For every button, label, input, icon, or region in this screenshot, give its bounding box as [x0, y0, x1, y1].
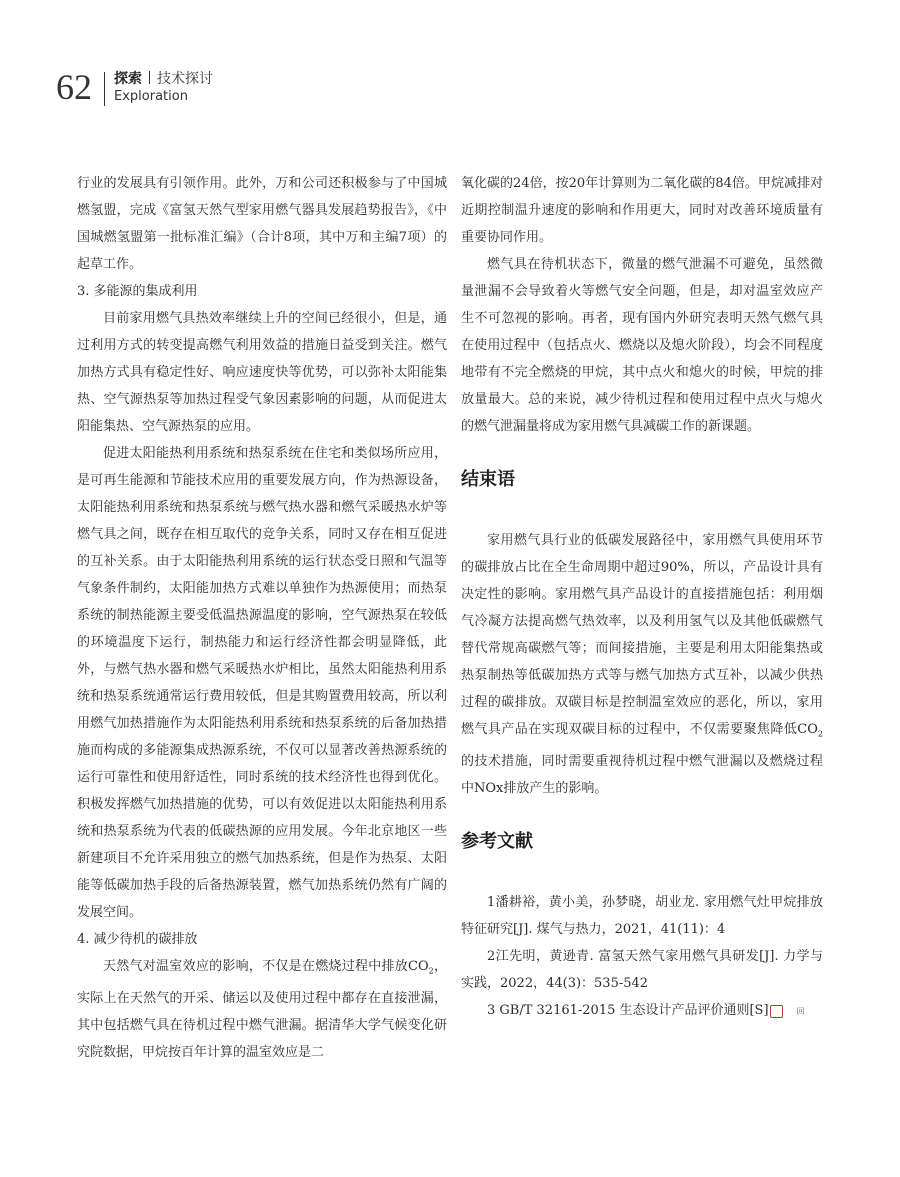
paragraph: 燃气具在待机状态下，微量的燃气泄漏不可避免，虽然微量泄漏不会导致着火等燃气安全问题，但是，却对温室效应产生不可忽视的影响。再者，现有国内外研究表明天然气燃气具在使用过程中（包括点火、燃烧以及熄火阶段），均会不同程度地带有不完全燃烧的甲烷，其中点火和熄火的时候，甲烷的排放量最大。总的来说，减少待机过程和使用过程中点火与熄火的燃气泄漏量将成为家用燃气具减碳工作的新课题。 — [461, 257, 823, 434]
section-subtitle: 技术探讨 — [157, 71, 213, 87]
header-divider — [104, 72, 105, 106]
section-title-cn: 探索 — [114, 71, 142, 87]
paragraph: 促进太阳能热利用系统和热泵系统在住宅和类似场所应用，是可再生能源和节能技术应用的重要发展方向，作为热源设备，太阳能热利用系统和热泵系统与燃气热水器和燃气采暖热水炉等燃气具之间，既存在相互取代的竞争关系，同时又存在相互促进的互补关系。由于太阳能热利用系统的运行状态受日照和气温等气象条件制约，太阳能加热方式难以单独作为热源使用；而热泵系统的制热能源主要受低温热源温度的影响，空气源热泵在较低的环境温度下运行，制热能力和运行经济性都会明显降低，此外，与燃气热水器和燃气采暖热水炉相比，虽然太阳能热利用系统和热泵系统通常运行费用较低，但是其购置费用较高，所以利用燃气加热措施作为太阳能热利用系统和热泵系统的后备加热措施而构成的多能源集成热源系统，不仅可以显著改善热源系统的运行可靠性和使用舒适性，同时系统的技术经济性也得到优化。积极发挥燃气加热措施的优势，可以有效促进以太阳能热利用系统和热泵系统为代表的低碳热源的应用发展。今年北京地区一些新建项目不允许采用独立的燃气加热系统，但是作为热泵、太阳能等低碳加热手段的后备热源装置，燃气加热系统仍然有广阔的发展空间。 — [77, 446, 447, 920]
reference-item: 2江先明，黄逊青. 富氢天然气家用燃气具研发[J]. 力学与实践，2022，44(3)：535-542 — [461, 948, 823, 991]
subsection-heading: 3. 多能源的集成利用 — [77, 284, 198, 299]
page-number: 62 — [56, 67, 92, 107]
subsection-heading: 4. 减少待机的碳排放 — [77, 932, 198, 947]
section-label — [114, 70, 314, 106]
paragraph: 行业的发展具有引领作用。此外，万和公司还积极参与了中国城燃氢盟，完成《富氢天然气型家用燃气器具发展趋势报告》，《中国城燃氢盟第一批标准汇编》（合计8项，其中万和主编7项）的起草工作。 — [77, 176, 447, 272]
section-heading-conclusion: 结束语 — [461, 469, 515, 490]
reference-item: 3 GB/T 32161-2015 生态设计产品评价通则[S] 回 — [487, 1002, 805, 1018]
left-column — [77, 170, 447, 1066]
section-heading-references: 参考文献 — [461, 830, 533, 852]
paragraph: 氧化碳的24倍，按20年计算则为二氧化碳的84倍。甲烷减排对近期控制温升速度的影响和作用更大，同时对改善环境质量有重要协同作用。 — [461, 176, 823, 245]
paragraph: 天然气对温室效应的影响，不仅是在燃烧过程中排放$CO_2$，实际上在天然气的开采、储运以及使用过程中都存在直接泄漏，其中包括燃气具在待机过程中燃气泄漏。据清华大学气候变化研究院数据，甲烷按百年计算的温室效应是二 — [77, 959, 447, 1060]
section-title-en: Exploration — [114, 89, 188, 104]
paragraph: 目前家用燃气具热效率继续上升的空间已经很小，但是，通过利用方式的转变提高燃气利用效益的措施日益受到关注。燃气加热方式具有稳定性好、响应速度快等优势，可以弥补太阳能集热、空气源热泵等加热过程受气象因素影响的问题，从而促进太阳能集热、空气源热泵的应用。 — [77, 311, 447, 434]
section-separator — [149, 71, 150, 84]
end-of-article-icon: 回 — [770, 1005, 783, 1018]
paragraph: 家用燃气具行业的低碳发展路径中，家用燃气具使用环节的碳排放占比在全生命周期中超过90%，所以，产品设计具有决定性的影响。家用燃气具产品设计的直接措施包括：利用烟气冷凝方法提高燃气热效率，以及利用氢气以及其他低碳燃气替代常规高碳燃气等；而间接措施，主要是利用太阳能集热或热泵制热等低碳加热方式等与燃气加热方式互补，以减少供热过程的碳排放。双碳目标是控制温室效应的恶化，所以，家用燃气具产品在实现双碳目标的过程中，不仅需要聚焦降低$CO_2$的技术措施，同时需要重视待机过程中燃气泄漏以及燃烧过程中NOx排放产生的影响。 — [461, 533, 823, 796]
reference-item: 1潘耕裕，黄小美，孙梦晓，胡业龙. 家用燃气灶甲烷排放特征研究[J]. 煤气与热力，2021，41(11)：4 — [461, 894, 823, 937]
right-column — [461, 170, 823, 1024]
